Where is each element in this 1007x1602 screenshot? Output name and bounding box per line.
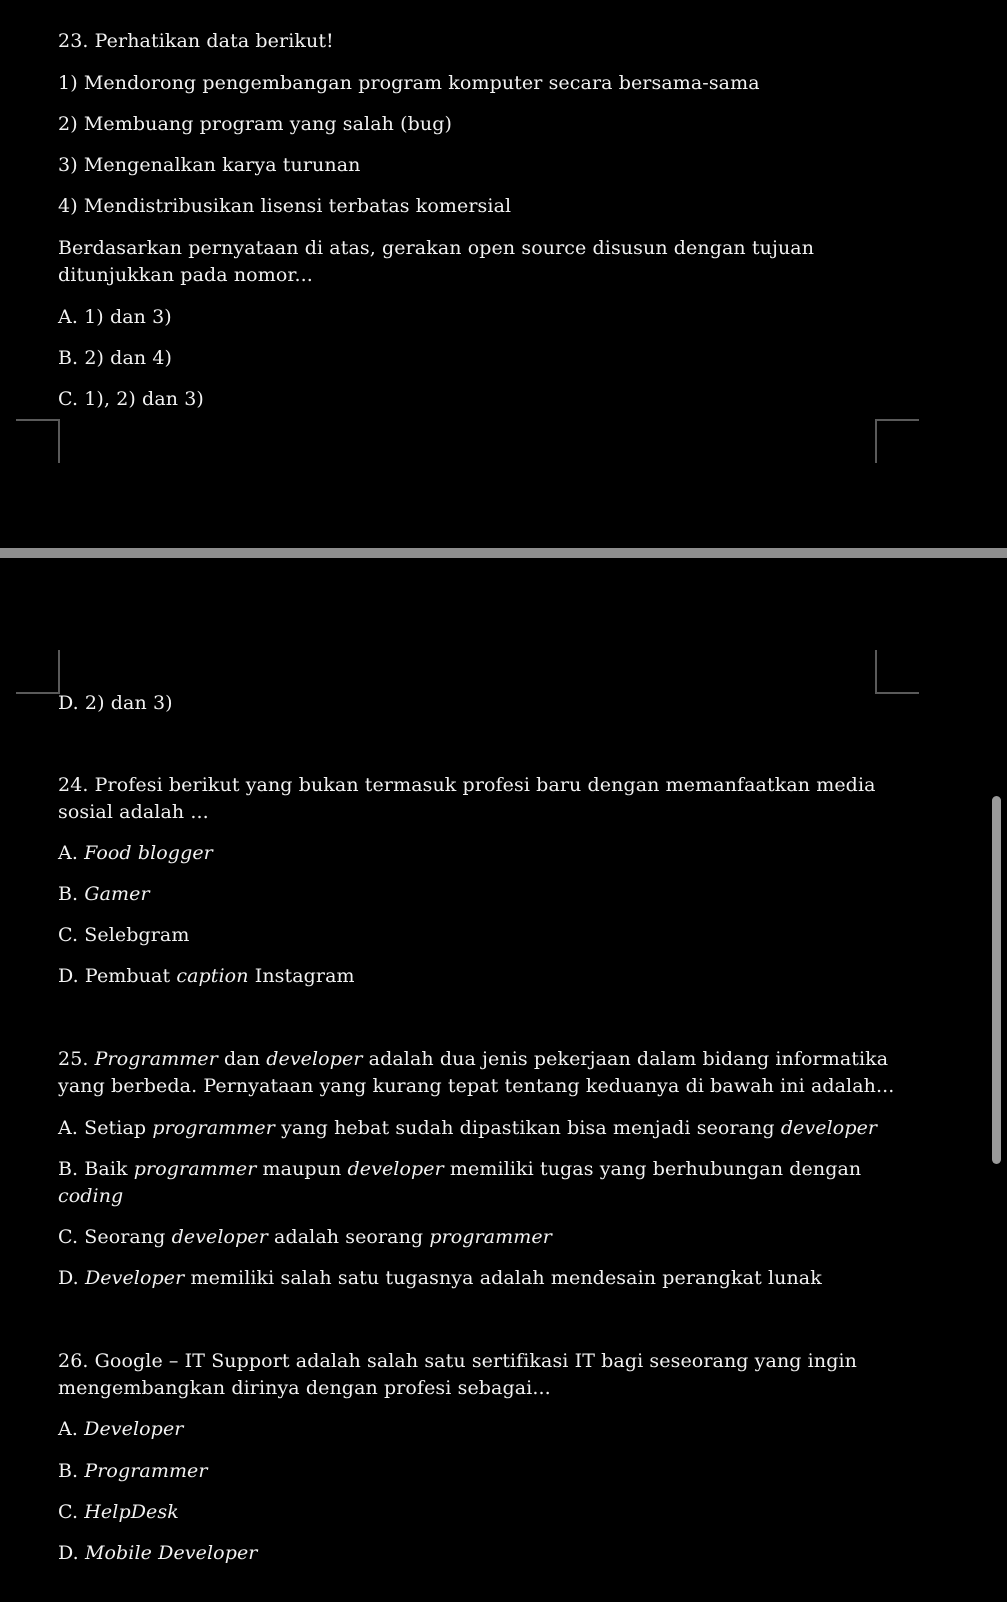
q24-option-a-text: Food blogger	[84, 842, 213, 864]
q23-item-4: 4) Mendistribusikan lisensi terbatas komersial	[58, 195, 512, 217]
q26-option-c	[58, 1499, 938, 1526]
q24-option-a	[58, 840, 938, 867]
q26-option-d-text: Mobile Developer	[84, 1542, 258, 1564]
crop-mark-top-left	[16, 419, 60, 463]
q25-line1-mid: dan	[217, 1048, 267, 1070]
q24-line1: 24. Profesi berikut yang bukan termasuk profesi baru dengan memanfaatkan media	[58, 774, 876, 796]
q25-option-c-mid: adalah seorang	[267, 1226, 430, 1248]
q25-option-b	[58, 1156, 938, 1183]
q23-item-3: 3) Mengenalkan karya turunan	[58, 154, 361, 176]
q23-option-c: C. 1), 2) dan 3)	[58, 388, 204, 410]
q25-option-a-prefix: A. Setiap	[58, 1117, 153, 1139]
q25-option-d-suffix: memiliki salah satu tugasnya adalah mendesain perangkat lunak	[184, 1267, 822, 1289]
page-divider	[0, 548, 1007, 558]
q23-item-1: 1) Mendorong pengembangan program komputer secara bersama-sama	[58, 72, 760, 94]
q23-title: 23. Perhatikan data berikut!	[58, 30, 334, 52]
q26-option-d-prefix: D.	[58, 1542, 85, 1564]
q26-option-a-prefix: A.	[58, 1418, 85, 1440]
q25-option-b-italic1: programmer	[133, 1158, 257, 1180]
q25-option-b-mid: maupun	[256, 1158, 348, 1180]
q25-option-a	[58, 1115, 938, 1142]
q23-option-b: B. 2) dan 4)	[58, 347, 173, 369]
q25-option-d-prefix: D.	[58, 1267, 85, 1289]
q25-line2: yang berbeda. Pernyataan yang kurang tepat tentang keduanya di bawah ini adalah...	[58, 1075, 895, 1097]
crop-mark-top-right	[875, 419, 919, 463]
q25-line1-prefix: 25.	[58, 1048, 95, 1070]
q25-option-a-mid: yang hebat sudah dipastikan bisa menjadi seorang	[274, 1117, 781, 1139]
q23-option-d: D. 2) dan 3)	[58, 692, 173, 714]
q25-line1	[58, 1046, 938, 1073]
q25-option-b-line2	[58, 1183, 938, 1210]
q24-option-d-suffix: Instagram	[248, 965, 355, 987]
q24-option-c: C. Selebgram	[58, 924, 190, 946]
q23-prompt-line2: ditunjukkan pada nomor...	[58, 264, 313, 286]
scrollbar-thumb[interactable]	[992, 796, 1001, 1164]
q26-option-a-text: Developer	[84, 1418, 184, 1440]
q25-option-b-italic2: developer	[347, 1158, 444, 1180]
q25-option-a-italic2: developer	[780, 1117, 878, 1139]
q24-option-b-prefix: B.	[58, 883, 85, 905]
q25-option-a-italic1: programmer	[152, 1117, 275, 1139]
q25-line1-italic2: developer	[266, 1048, 363, 1070]
q24-option-d-prefix: D. Pembuat	[58, 965, 177, 987]
q25-option-c	[58, 1224, 938, 1251]
q24-option-b	[58, 881, 938, 908]
q26-option-b	[58, 1458, 938, 1485]
q24-option-a-prefix: A.	[58, 842, 85, 864]
q25-line1-suffix: adalah dua jenis pekerjaan dalam bidang informatika	[362, 1048, 889, 1070]
q25-option-c-italic1: developer	[171, 1226, 268, 1248]
q26-line1: 26. Google – IT Support adalah salah satu sertifikasi IT bagi seseorang yang ingin	[58, 1350, 857, 1372]
q26-option-c-text: HelpDesk	[84, 1501, 179, 1523]
q25-option-c-italic2: programmer	[429, 1226, 552, 1248]
page-top	[0, 0, 1007, 548]
q25-option-d	[58, 1265, 938, 1292]
q26-option-d	[58, 1540, 938, 1567]
q23-option-a: A. 1) dan 3)	[58, 306, 172, 328]
q25-option-b-line2-italic: coding	[58, 1185, 124, 1207]
q26-option-b-text: Programmer	[84, 1460, 208, 1482]
q26-line2: mengembangkan dirinya dengan profesi sebagai...	[58, 1377, 551, 1399]
q26-option-a	[58, 1416, 938, 1443]
q24-option-d-italic: caption	[176, 965, 249, 987]
q25-option-b-suffix: memiliki tugas yang berhubungan dengan	[443, 1158, 862, 1180]
q26-option-c-prefix: C.	[58, 1501, 85, 1523]
q24-option-d	[58, 963, 938, 990]
q25-option-b-prefix: B. Baik	[58, 1158, 134, 1180]
q24-option-b-text: Gamer	[84, 883, 150, 905]
q23-item-2: 2) Membuang program yang salah (bug)	[58, 113, 452, 135]
q25-option-c-prefix: C. Seorang	[58, 1226, 172, 1248]
q26-option-b-prefix: B.	[58, 1460, 85, 1482]
q25-line1-italic1: Programmer	[94, 1048, 218, 1070]
q24-line2: sosial adalah ...	[58, 801, 209, 823]
q25-option-d-italic: Developer	[84, 1267, 185, 1289]
q23-prompt-line1: Berdasarkan pernyataan di atas, gerakan open source disusun dengan tujuan	[58, 237, 815, 259]
